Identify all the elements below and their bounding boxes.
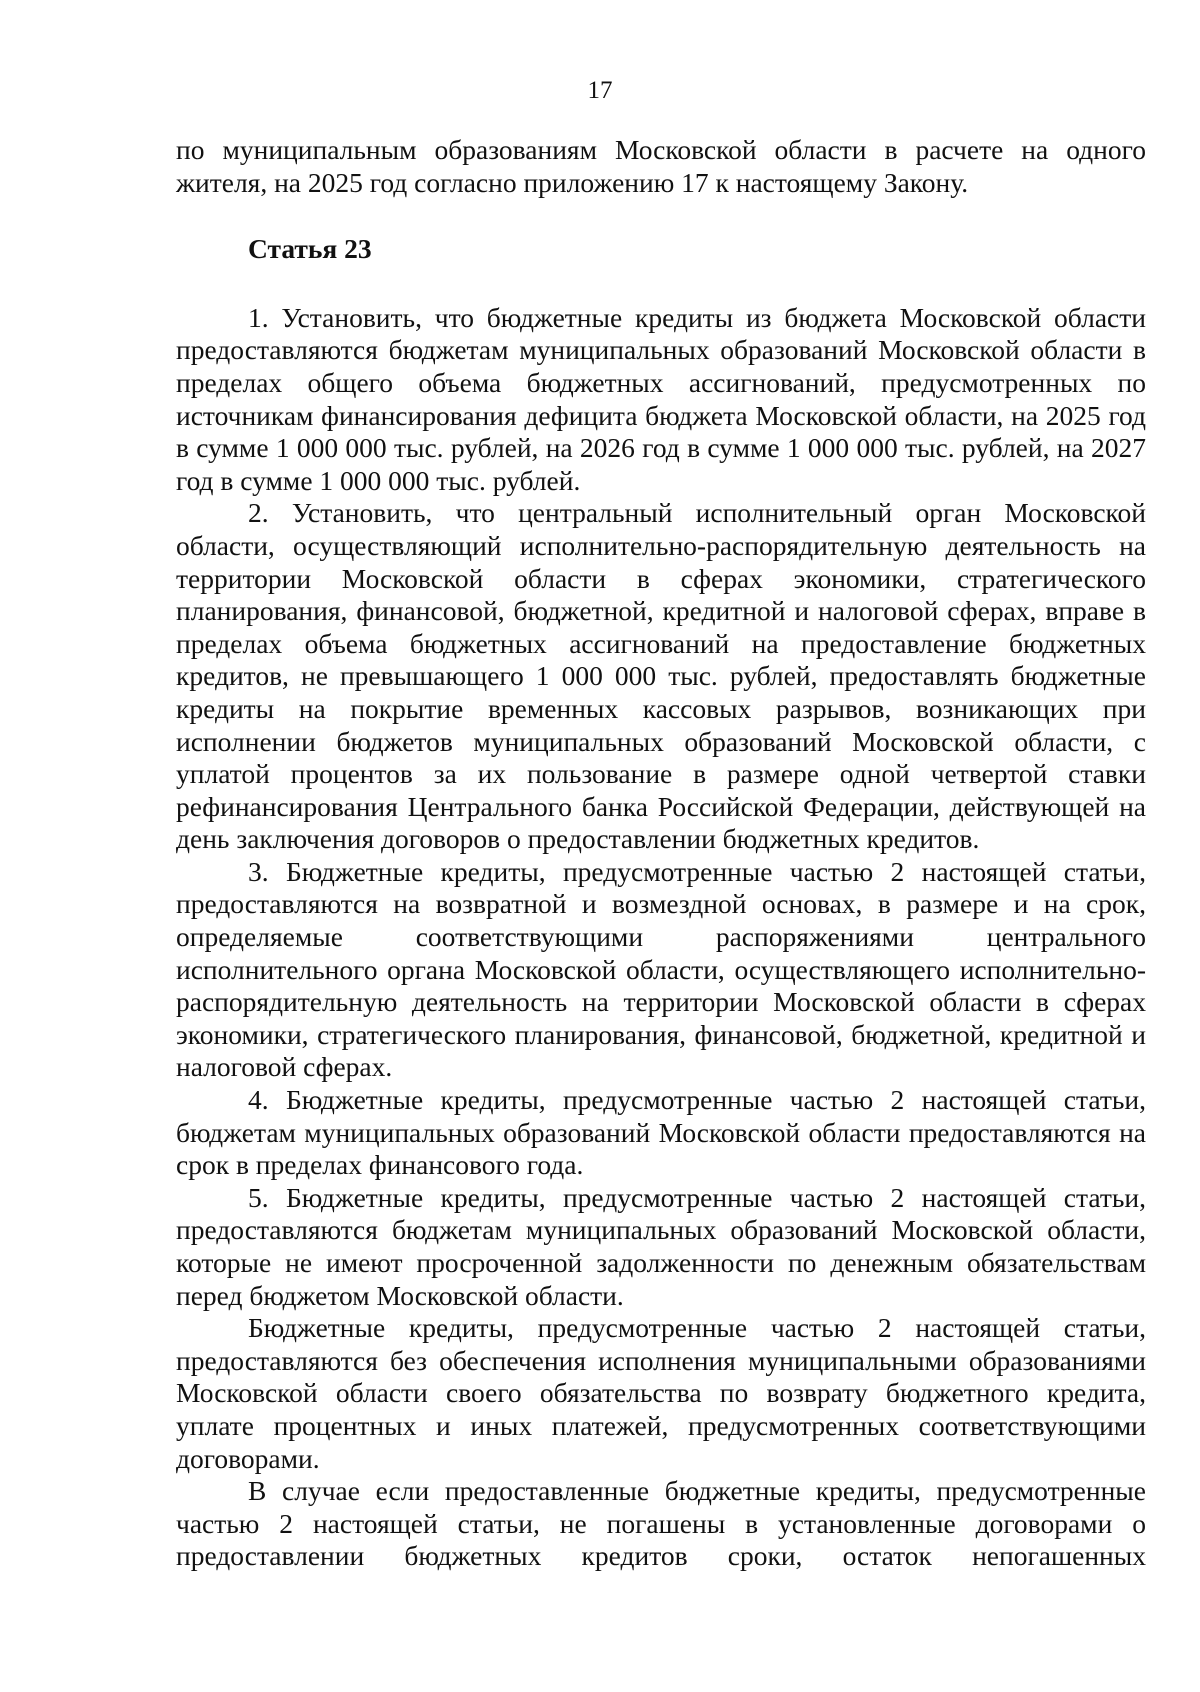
spacer (176, 199, 1146, 233)
article-title: Статья 23 (248, 233, 372, 265)
spacer (176, 266, 1146, 302)
page-number: 17 (587, 77, 613, 104)
document-body (176, 134, 1146, 1573)
paragraph-7: В случае если предоставленные бюджетные кредиты, предусмотренные частью 2 настоящей статьи, не погашены в установленные договорами о предоставлении бюджетных кредитов сроки, остаток непогашенных (176, 1475, 1146, 1572)
paragraph-2: 2. Установить, что центральный исполнительный орган Московской области, осуществляющий исполнительно-распорядительную деятельность на территории Московской области в сферах экономики, стратегического планирования, финансовой, бюджетной, кредитной и налоговой сферах, вправе в пределах объема бюджетных ассигнований на предоставление бюджетных кредитов, не превышающего 1 000 000 тыс. рублей, предоставлять бюджетные кредиты на покрытие временных кассовых разрывов, возникающих при исполнении бюджетов муниципальных образований Московской области, с уплатой процентов за их пользование в размере одной четвертой ставки рефинансирования Центрального банка Российской Федерации, действующей на день заключения договоров о предоставлении бюджетных кредитов. (176, 497, 1146, 855)
paragraph-6: Бюджетные кредиты, предусмотренные частью 2 настоящей статьи, предоставляются без обеспечения исполнения муниципальными образованиями Московской области своего обязательства по возврату бюджетного кредита, уплате процентных и иных платежей, предусмотренных соответствующими договорами. (176, 1312, 1146, 1474)
paragraph-5: 5. Бюджетные кредиты, предусмотренные частью 2 настоящей статьи, предоставляются бюджетам муниципальных образований Московской области, которые не имеют просроченной задолженности по денежным обязательствам перед бюджетом Московской области. (176, 1181, 1146, 1311)
intro-paragraph: по муниципальным образованиям Московской области в расчете на одного жителя, на 2025 год согласно приложению 17 к настоящему Закону. (176, 134, 1146, 198)
paragraph-3: 3. Бюджетные кредиты, предусмотренные частью 2 настоящей статьи, предоставляются на возвратной и возмездной основах, в размере и на срок, определяемые соответствующими распоряжениями центрального исполнительного органа Московской области, осуществляющего исполнительно-распорядительную деятельность на территории Московской области в сферах экономики, стратегического планирования, финансовой, бюджетной, кредитной и налоговой сферах. (176, 855, 1146, 1083)
paragraph-1: 1. Установить, что бюджетные кредиты из бюджета Московской области предоставляются бюджетам муниципальных образований Московской области в пределах общего объема бюджетных ассигнований, предусмотренных по источникам финансирования дефицита бюджета Московской области, на 2025 год в сумме 1 000 000 тыс. рублей, на 2026 год в сумме 1 000 000 тыс. рублей, на 2027 год в сумме 1 000 000 тыс. рублей. (176, 301, 1146, 496)
paragraph-4: 4. Бюджетные кредиты, предусмотренные частью 2 настоящей статьи, бюджетам муниципальных образований Московской области предоставляются на срок в пределах финансового года. (176, 1084, 1146, 1181)
